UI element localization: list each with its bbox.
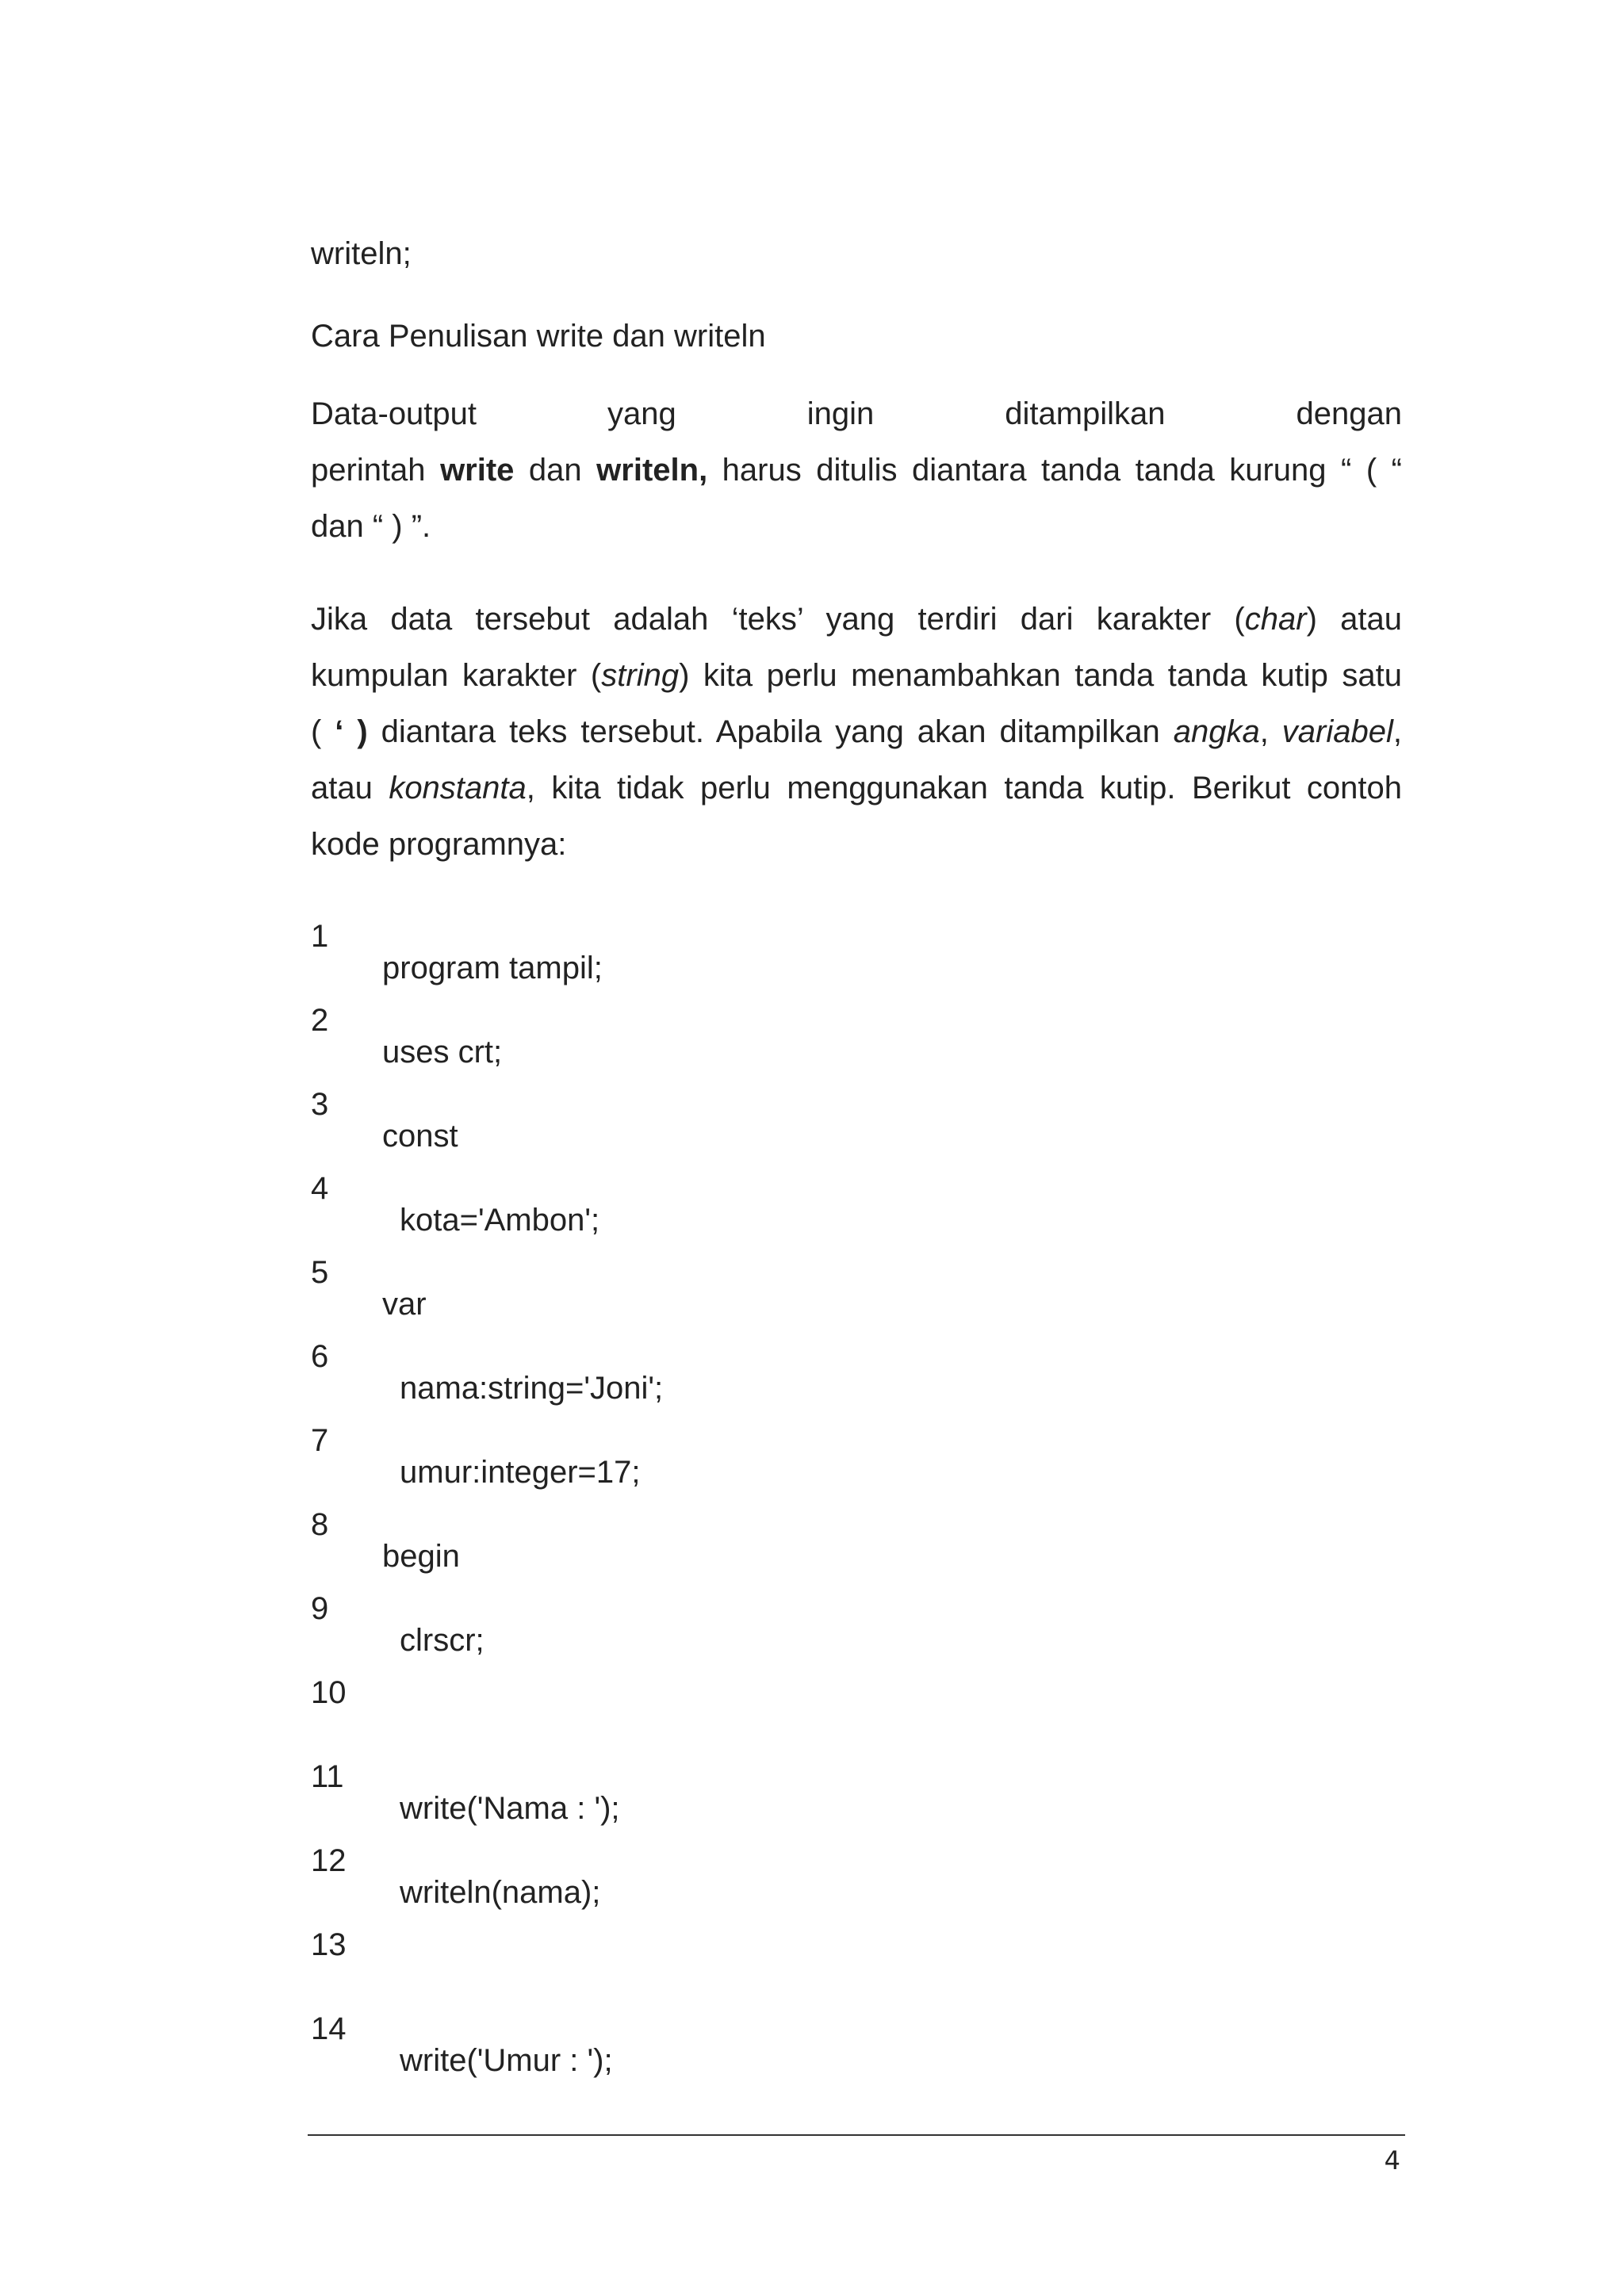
- line-number: 14: [311, 2011, 347, 2046]
- line-number: 10: [311, 1675, 347, 1710]
- italic-string: string: [601, 658, 680, 693]
- code-row: [311, 1981, 613, 2108]
- text-span: Jika data tersebut adalah ‘teks’ yang terdiri dari karakter (: [311, 602, 1245, 637]
- word: yang: [607, 396, 676, 431]
- line-number: 8: [311, 1507, 329, 1542]
- code-text: clrscr;: [400, 1623, 485, 1658]
- line-number: 1: [311, 919, 329, 954]
- line-number: 5: [311, 1255, 329, 1290]
- bold-write: write: [440, 453, 515, 488]
- italic-konstanta: konstanta: [389, 771, 527, 806]
- page-number: 4: [1384, 2145, 1400, 2175]
- code-text: nama:string='Joni';: [400, 1371, 664, 1406]
- bold-quote: ‘ ): [335, 714, 368, 749]
- line-number: 4: [311, 1171, 329, 1206]
- code-text: write('Umur : ');: [400, 2043, 613, 2078]
- text-span: ,: [1259, 714, 1282, 749]
- word: ditampilkan: [1005, 396, 1166, 431]
- paragraph-quote-description: [311, 591, 1402, 873]
- paragraph1-line1: [311, 386, 1402, 442]
- text-span: kumpulan karakter (: [311, 658, 602, 693]
- italic-angka: angka: [1173, 714, 1260, 749]
- code-text: const: [382, 1119, 458, 1154]
- code-text: program tampil;: [382, 951, 603, 985]
- code-text: writeln(nama);: [400, 1875, 601, 1910]
- paragraph2-line5: kode programnya:: [311, 827, 567, 862]
- paragraph1-line2: [311, 442, 1402, 499]
- code-text: umur:integer=17;: [400, 1455, 641, 1490]
- line-number: 6: [311, 1339, 329, 1374]
- text-span: dan: [514, 453, 597, 488]
- text-span: ,: [1392, 714, 1402, 749]
- code-text: var: [382, 1287, 427, 1322]
- paragraph2-line1: [311, 591, 1402, 648]
- line-number: 12: [311, 1843, 347, 1878]
- line-number: 13: [311, 1927, 347, 1962]
- code-line-writeln: writeln;: [311, 236, 412, 271]
- footer-divider: [308, 2134, 1405, 2136]
- bold-writeln: writeln,: [596, 453, 708, 488]
- italic-char: char: [1244, 602, 1307, 637]
- text-span: harus ditulis diantara tanda tanda kurung “ ( “: [707, 453, 1402, 488]
- code-text: uses crt;: [382, 1035, 503, 1070]
- text-span: ) kita perlu menambahkan tanda tanda kutip satu: [679, 658, 1402, 693]
- text-span: ) atau: [1306, 602, 1402, 637]
- line-number: 3: [311, 1087, 329, 1122]
- word: dengan: [1296, 396, 1402, 431]
- code-text: begin: [382, 1539, 460, 1574]
- paragraph2-line2: [311, 648, 1402, 704]
- text-span: perintah: [311, 453, 441, 488]
- code-text: write('Nama : ');: [400, 1791, 620, 1826]
- line-number: 9: [311, 1591, 329, 1626]
- text-span: atau: [311, 771, 389, 806]
- paragraph1-line3: dan “ ) ”.: [311, 509, 431, 544]
- text-span: , kita tidak perlu menggunakan tanda kutip. Berikut contoh: [526, 771, 1403, 806]
- code-text: kota='Ambon';: [400, 1203, 600, 1238]
- word: ingin: [806, 396, 875, 431]
- italic-variabel: variabel: [1281, 714, 1393, 749]
- text-span: diantara teks tersebut. Apabila yang akan ditampilkan: [367, 714, 1174, 749]
- section-heading: Cara Penulisan write dan writeln: [311, 319, 766, 354]
- word: Data-output: [311, 396, 477, 431]
- line-number: 11: [311, 1759, 344, 1794]
- paragraph2-line4: [311, 760, 1402, 817]
- paragraph2-line3: [311, 704, 1402, 760]
- line-number: 2: [311, 1003, 329, 1038]
- paragraph-output-description: [311, 386, 1402, 555]
- text-span: (: [311, 714, 335, 749]
- line-number: 7: [311, 1423, 329, 1458]
